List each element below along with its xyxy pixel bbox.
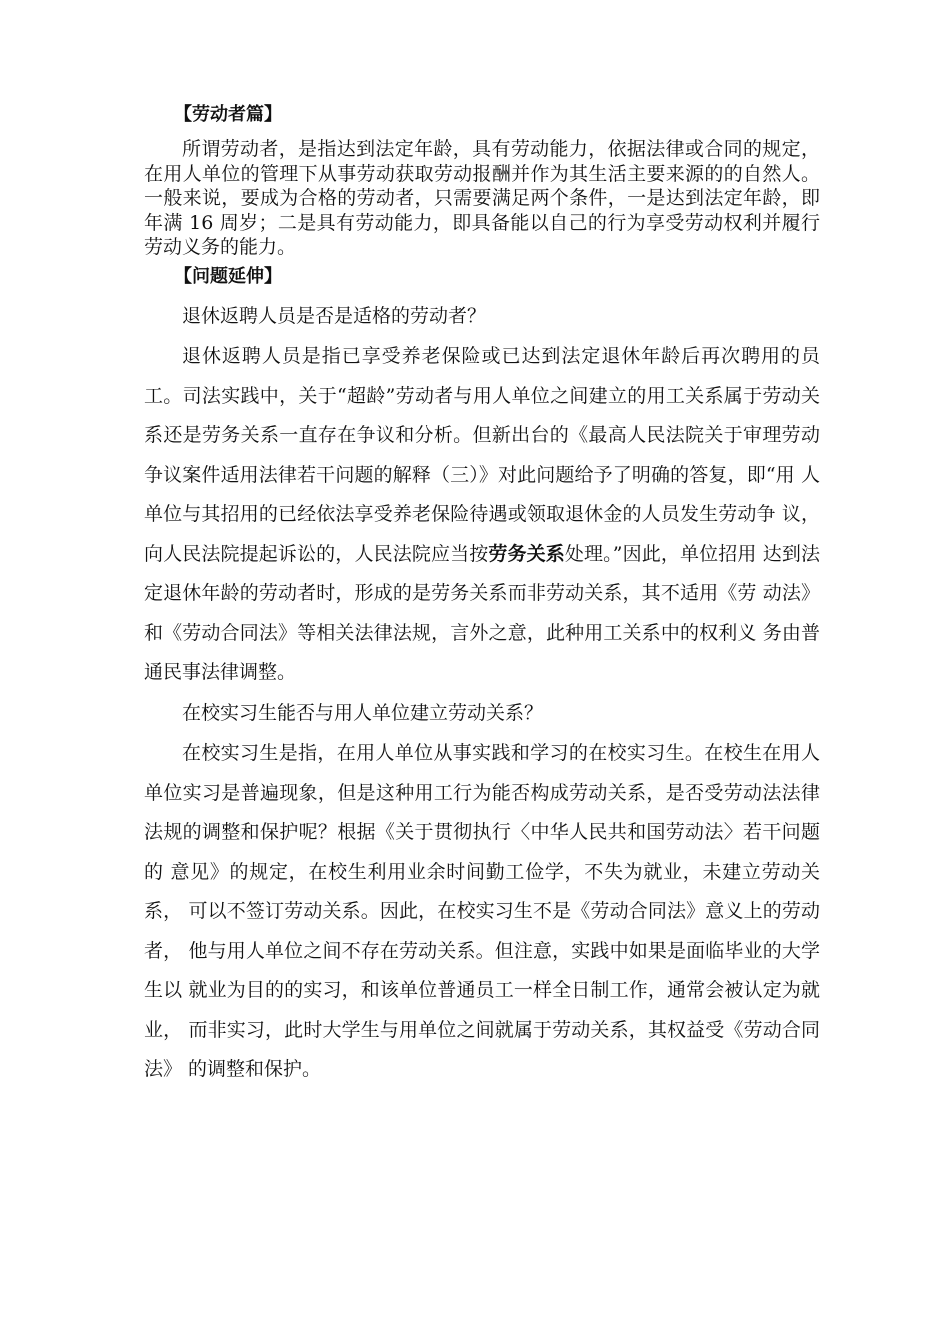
- question-intern: 在校实习生能否与用人单位建立劳动关系？: [182, 702, 544, 724]
- paragraph-retired-text-before: 退休返聘人员是指已享受养老保险或已达到法定退休年龄后再次聘用的员工。司法实践中，关于“超龄”劳动者与用人单位之间建立的用工关系属于劳动关系还是劳务关系一直存在争议和分析。但新出台的《最高人民法院关于审理劳动争议案件适用法律若干问题的解释（三）》对此问题给予了明确的答复，即“用 人单位与其招用的已经依法享受养老保险待遇或领取退休金的人员发生劳动争 议，向人民法院提起诉讼的，人民法院应当按: [144, 345, 820, 565]
- paragraph-definition: 所谓劳动者，是指达到法定年龄，具有劳动能力，依据法律或合同的规定，在用人单位的管理下从事劳动获取劳动报酬并作为其生活主要来源的的自然人。一般来说，要成为合格的劳动者，只需要满足两个条件，一是达到法定年龄，即年满 16 周岁；二是具有劳动能力，即具备能以自己的行为享受劳动权利并履行劳动义务的能力。: [144, 138, 820, 258]
- paragraph-retired-bold-term: 劳务关系: [488, 542, 565, 565]
- heading-worker: 【劳动者篇】: [174, 104, 282, 125]
- paragraph-intern: 在校实习生是指，在用人单位从事实践和学习的在校实习生。在校生在用人单位实习是普遍现象，但是这种用工行为能否构成劳动关系，是否受劳动法法律法规的调整和保护呢？根据《关于贯彻执行〈中华人民共和国劳动法〉若干问题的 意见》的规定，在校生利用业余时间勤工俭学，不失为就业，未建立劳动关系， 可以不签订劳动关系。因此，在校实习生不是《劳动合同法》意义上的劳动者， 他与用人单位之间不存在劳动关系。但注意，实践中如果是面临毕业的大学生以 就业为目的的实习，和该单位普通员工一样全日制工作，通常会被认定为就业， 而非实习，此时大学生与用单位之间就属于劳动关系，其权益受《劳动合同法》 的调整和保护。: [144, 742, 820, 1080]
- paragraph-retired: [144, 337, 820, 693]
- paragraph-retired-text-after: 处理。”因此，单位招用 达到法定退休年龄的劳动者时，形成的是劳务关系而非劳动关系，其不适用《劳 动法》和《劳动合同法》等相关法律法规，言外之意，此种用工关系中的权利义 务由普通民事法律调整。: [144, 542, 820, 683]
- heading-extension: 【问题延伸】: [174, 266, 282, 287]
- question-retired: 退休返聘人员是否是适格的劳动者？: [182, 305, 487, 327]
